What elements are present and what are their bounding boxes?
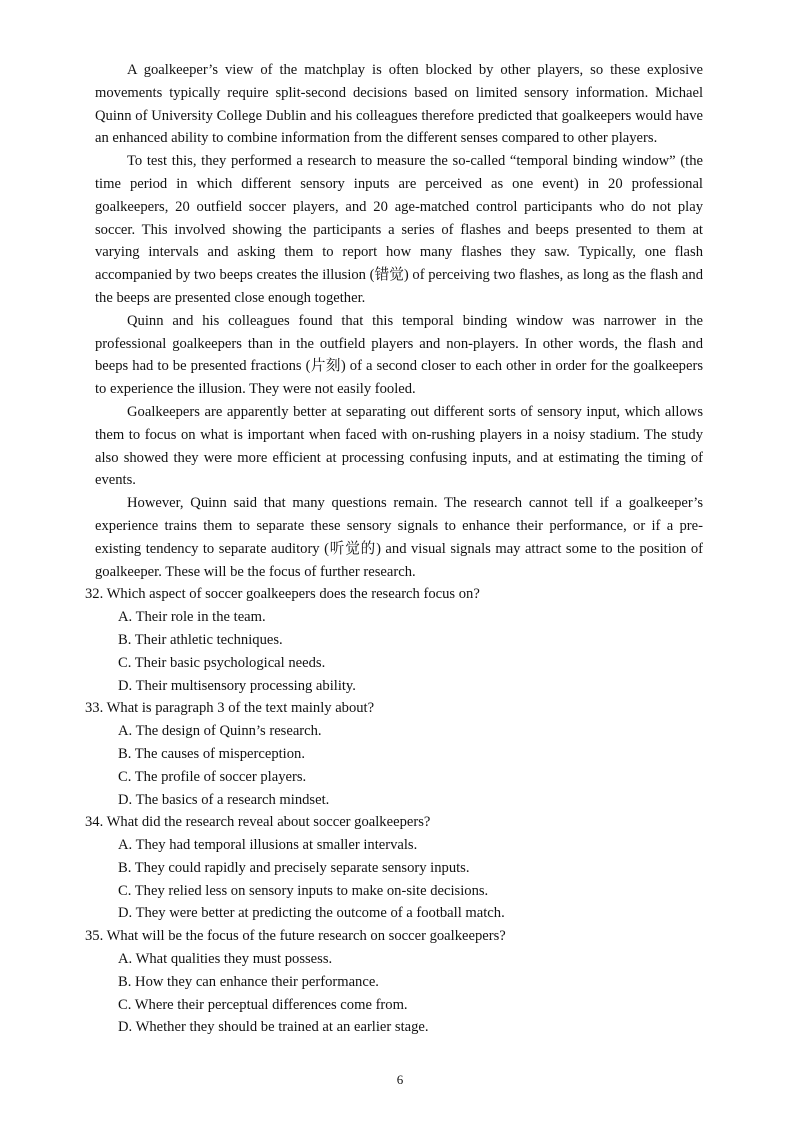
option-a: A. Their role in the team. bbox=[118, 609, 266, 626]
option-b: B. They could rapidly and precisely separate sensory inputs. bbox=[118, 859, 470, 876]
passage-paragraph-4: Goalkeepers are apparently better at separating out different sorts of sensory input, which allows them to focus on what is important when faced with on-rushing players in a noisy stadium. The study also showed they were more efficient at processing confusing inputs, and at estimating the timing of events. bbox=[95, 403, 703, 489]
passage-paragraph-5: However, Quinn said that many questions remain. The research cannot tell if a goalkeeper’s experience trains them to separate these sensory signals to enhance their performance, or if a pre-existing tendency to separate auditory (听觉的) and visual signals may attract some to the position of goalkeeper. These will be the focus of further research. bbox=[95, 495, 703, 580]
question-list bbox=[85, 583, 703, 1039]
option-list bbox=[95, 834, 703, 925]
option-b: B. The causes of misperception. bbox=[118, 745, 305, 762]
reading-passage bbox=[95, 59, 703, 583]
passage-paragraph-1: A goalkeeper’s view of the matchplay is often blocked by other players, so these explosive movements typically require split-second decisions based on limited sensory information. Michael Quinn of University College Dublin and his colleagues therefore predicted that goalkeepers would have an enhanced ability to combine information from the different senses compared to other players. bbox=[95, 62, 703, 147]
page-number: 6 bbox=[396, 1072, 404, 1087]
option-c: C. Their basic psychological needs. bbox=[118, 654, 326, 671]
passage-paragraph-2: To test this, they performed a research to measure the so-called “temporal binding window” (the time period in which different sensory inputs are perceived as one event) in 20 professional goalkeepers, 20 outfield soccer players, and 20 age-matched control participants who do not play soccer. This involved showing the participants a series of flashes and beeps presented to them at varying intervals and asking them to report how many flashes they saw. Typically, one flash accompanied by two beeps creates the illusion (错觉) of perceiving two flashes, as long as the flash and the beeps are presented close enough together. bbox=[95, 153, 703, 306]
option-a: A. The design of Quinn’s research. bbox=[118, 723, 322, 740]
option-a: A. They had temporal illusions at smaller intervals. bbox=[118, 837, 418, 854]
option-c: C. Where their perceptual differences come from. bbox=[118, 996, 408, 1013]
question-stem: 33. What is paragraph 3 of the text mainly about? bbox=[85, 700, 375, 717]
option-c: C. They relied less on sensory inputs to make on-site decisions. bbox=[118, 882, 489, 899]
option-list bbox=[95, 948, 703, 1039]
option-b: B. How they can enhance their performance. bbox=[118, 973, 379, 990]
question-stem: 35. What will be the focus of the future research on soccer goalkeepers? bbox=[85, 928, 506, 945]
option-d: D. Their multisensory processing ability. bbox=[118, 677, 356, 694]
question-stem: 32. Which aspect of soccer goalkeepers does the research focus on? bbox=[85, 586, 480, 603]
option-list bbox=[95, 720, 703, 811]
option-d: D. The basics of a research mindset. bbox=[118, 791, 330, 808]
option-b: B. Their athletic techniques. bbox=[118, 631, 283, 648]
option-c: C. The profile of soccer players. bbox=[118, 768, 307, 785]
question-33 bbox=[85, 697, 703, 811]
option-list bbox=[95, 606, 703, 697]
option-d: D. They were better at predicting the outcome of a football match. bbox=[118, 905, 505, 922]
passage-paragraph-3: Quinn and his colleagues found that this temporal binding window was narrower in the professional goalkeepers than in the outfield players and non-players. In other words, the flash and beeps had to be presented fractions (片刻) of a second closer to each other in order for the goalkeepers to experience the illusion. They were not easily fooled. bbox=[95, 312, 703, 398]
question-stem: 34. What did the research reveal about soccer goalkeepers? bbox=[85, 814, 431, 831]
question-35 bbox=[85, 925, 703, 1039]
question-34 bbox=[85, 811, 703, 925]
exam-page bbox=[85, 59, 703, 1039]
question-32 bbox=[85, 583, 703, 697]
option-a: A. What qualities they must possess. bbox=[118, 951, 333, 968]
option-d: D. Whether they should be trained at an earlier stage. bbox=[118, 1019, 429, 1036]
